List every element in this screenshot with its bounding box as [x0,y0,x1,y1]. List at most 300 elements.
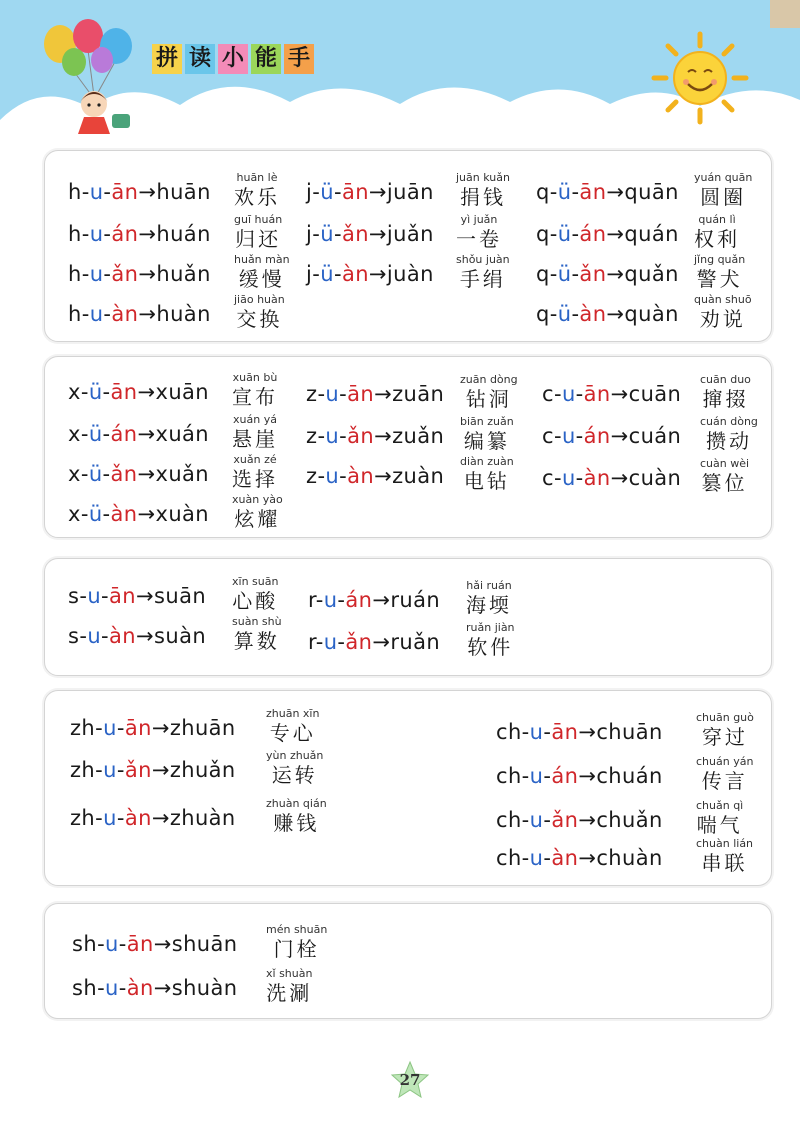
syllable-result: ruán [390,588,441,612]
syllable-medial: u [89,302,104,326]
word-pinyin: juān kuǎn [456,171,510,184]
sun-icon [650,30,750,126]
syllable-result: huǎn [156,262,211,286]
syllable-final: àn [341,262,369,286]
dash: - [315,588,324,612]
arrow-icon: → [138,180,157,204]
dash: - [116,716,125,740]
example-word [694,214,740,252]
syllable-result: suàn [154,624,207,648]
syllable-initial: ch [496,846,522,870]
syllable-initial: x [68,462,81,486]
syllable-spelling [306,382,444,406]
syllable-final: àn [579,302,607,326]
dash: - [118,932,127,956]
syllable-medial: ü [320,180,334,204]
dash: - [97,932,106,956]
syllable-result: chuán [596,764,663,788]
syllable-final: àn [347,464,375,488]
syllable-spelling [306,262,434,286]
corner-wood-texture [770,0,800,28]
word-pinyin: xīn suān [232,575,279,588]
dash: - [102,422,111,446]
word-hanzi: 缓慢 [238,267,285,291]
word-pinyin: xuān bù [232,371,278,384]
example-word [696,838,753,876]
syllable-final: ān [579,180,607,204]
arrow-icon: → [610,382,629,406]
syllable-initial: ch [496,808,522,832]
dash: - [571,222,580,246]
syllable-result: juǎn [386,222,434,246]
syllable-initial: h [68,180,82,204]
title-char: 小 [218,44,248,74]
word-hanzi: 洗涮 [266,981,313,1005]
syllable-initial: x [68,502,81,526]
dash: - [543,720,552,744]
title-char: 手 [284,44,314,74]
title-char: 拼 [152,44,182,74]
syllable-spelling [536,262,679,286]
word-hanzi: 宣布 [232,385,278,409]
arrow-icon: → [136,624,155,648]
word-pinyin: quán lì [698,213,736,226]
syllable-spelling [70,716,236,740]
balloon-girl-icon [36,18,146,136]
example-word [460,374,518,412]
word-pinyin: xuán yá [233,413,277,426]
syllable-spelling [70,758,236,782]
syllable-medial: u [103,758,117,782]
word-hanzi: 软件 [467,635,514,659]
word-pinyin: chuān guò [696,711,754,724]
dash: - [81,262,90,286]
syllable-result: xuān [155,380,210,404]
dash: - [317,424,326,448]
syllable-final: àn [583,466,611,490]
word-hanzi: 喘气 [696,813,743,837]
syllable-panel-3 [44,558,772,676]
syllable-initial: z [306,424,318,448]
syllable-medial: u [105,976,119,1000]
syllable-result: xuǎn [155,462,210,486]
syllable-initial: x [68,422,81,446]
dash: - [549,222,558,246]
word-pinyin: quàn shuō [694,293,752,306]
syllable-initial: s [68,584,80,608]
dash: - [337,588,346,612]
example-word [696,800,743,838]
word-hanzi: 归还 [235,227,282,251]
dash: - [337,630,346,654]
dash: - [549,262,558,286]
syllable-spelling [68,262,211,286]
word-hanzi: 欢乐 [234,185,280,209]
syllable-result: shuān [171,932,238,956]
syllable-initial: ch [496,720,522,744]
example-word [232,372,278,410]
dash: - [553,382,562,406]
dash: - [333,222,342,246]
dash: - [339,464,348,488]
syllable-result: huàn [156,302,211,326]
page-title [152,44,314,74]
syllable-result: quān [624,180,679,204]
syllable-initial: c [542,382,554,406]
dash: - [102,380,111,404]
syllable-spelling [536,222,679,246]
page-number: 27 [399,1071,421,1089]
syllable-final: ǎn [345,630,373,654]
dash: - [543,808,552,832]
syllable-final: án [111,222,139,246]
syllable-spelling [306,180,434,204]
word-pinyin: biān zuǎn [460,415,514,428]
dash: - [575,382,584,406]
word-pinyin: huǎn màn [234,253,290,266]
arrow-icon: → [136,584,155,608]
arrow-icon: → [578,808,597,832]
example-word [266,708,319,746]
syllable-spelling [68,180,211,204]
syllable-spelling [68,502,209,526]
word-hanzi: 攒动 [705,429,752,453]
example-word [234,172,280,210]
syllable-spelling [308,588,440,612]
dash: - [553,466,562,490]
example-word [456,254,510,292]
word-pinyin: cuán dòng [700,415,758,428]
syllable-final: àn [109,624,137,648]
word-hanzi: 海堧 [466,593,512,617]
syllable-final: ǎn [111,262,139,286]
syllable-spelling [306,222,434,246]
syllable-initial: z [306,464,318,488]
syllable-result: zhuǎn [169,758,236,782]
syllable-final: ān [347,382,375,406]
syllable-result: zuān [392,382,445,406]
syllable-medial: ü [557,262,572,286]
word-hanzi: 交换 [236,307,283,331]
dash: - [101,584,110,608]
word-hanzi: 选择 [232,467,278,491]
syllable-initial: c [542,424,554,448]
dash: - [118,976,127,1000]
syllable-initial: q [536,180,550,204]
word-hanzi: 捐钱 [459,185,506,209]
dash: - [549,180,558,204]
arrow-icon: → [138,222,157,246]
syllable-final: ǎn [551,808,579,832]
syllable-initial: c [542,466,554,490]
syllable-final: ǎn [347,424,375,448]
syllable-medial: u [325,424,340,448]
syllable-initial: sh [72,932,98,956]
dash: - [312,262,321,286]
syllable-spelling [68,462,209,486]
word-pinyin: chuàn lián [696,837,754,850]
syllable-spelling [542,466,681,490]
dash: - [101,624,110,648]
dash: - [103,262,112,286]
word-pinyin: jǐng quǎn [694,253,746,266]
word-hanzi: 专心 [269,721,316,745]
example-word [456,172,510,210]
word-pinyin: yì juǎn [460,213,498,226]
dash: - [315,630,324,654]
dash: - [102,462,111,486]
syllable-initial: q [536,262,550,286]
example-word [694,294,752,332]
word-pinyin: chuǎn qì [696,799,744,812]
syllable-medial: ü [557,302,572,326]
syllable-spelling [308,630,440,654]
dash: - [543,846,552,870]
syllable-initial: sh [72,976,98,1000]
dash: - [81,302,90,326]
syllable-result: cuàn [628,466,682,490]
word-hanzi: 炫耀 [234,507,281,531]
example-word [234,294,285,332]
syllable-final: ān [111,180,139,204]
dash: - [103,302,112,326]
syllable-medial: ü [557,222,572,246]
syllable-final: ǎn [124,758,152,782]
word-pinyin: diàn zuàn [460,455,514,468]
dash: - [81,180,90,204]
syllable-final: ān [551,720,579,744]
syllable-initial: h [68,262,82,286]
syllable-spelling [68,624,206,648]
word-hanzi: 权利 [694,227,740,251]
syllable-result: cuán [628,424,682,448]
syllable-final: ān [109,584,137,608]
dash: - [521,846,530,870]
word-hanzi: 算数 [233,629,280,653]
dash: - [317,464,326,488]
dash: - [339,382,348,406]
word-pinyin: chuán yán [696,755,754,768]
word-pinyin: cuàn wèi [700,457,750,470]
example-word [700,458,749,496]
example-word [266,968,312,1006]
dash: - [571,302,580,326]
word-hanzi: 悬崖 [232,427,278,451]
syllable-medial: u [105,932,119,956]
syllable-medial: u [561,382,576,406]
syllable-initial: r [308,588,316,612]
syllable-initial: z [306,382,318,406]
syllable-panel-5 [44,903,772,1019]
word-hanzi: 运转 [271,763,318,787]
syllable-final: ān [126,932,154,956]
syllable-final: ān [341,180,369,204]
syllable-medial: ü [88,380,103,404]
dash: - [79,624,88,648]
syllable-initial: q [536,302,550,326]
arrow-icon: → [138,262,157,286]
arrow-icon: → [374,382,393,406]
syllable-final: àn [124,806,152,830]
arrow-icon: → [610,424,629,448]
example-word [696,712,754,750]
syllable-initial: h [68,222,82,246]
word-pinyin: shǒu juàn [456,253,510,266]
syllable-spelling [542,382,681,406]
syllable-medial: ü [88,502,103,526]
example-word [700,374,751,412]
syllable-spelling [68,584,206,608]
syllable-result: huán [156,222,211,246]
dash: - [103,180,112,204]
word-hanzi: 传言 [701,769,748,793]
dash: - [312,222,321,246]
syllable-initial: j [306,262,313,286]
syllable-spelling [306,424,444,448]
arrow-icon: → [372,588,391,612]
syllable-medial: ü [320,222,334,246]
word-hanzi: 劝说 [699,307,746,331]
arrow-icon: → [374,464,393,488]
syllable-medial: u [529,720,544,744]
syllable-initial: h [68,302,82,326]
word-hanzi: 赚钱 [273,811,320,835]
arrow-icon: → [137,380,156,404]
syllable-result: zuǎn [392,424,445,448]
syllable-final: án [345,588,373,612]
word-hanzi: 一卷 [456,227,502,251]
syllable-spelling [68,380,209,404]
dash: - [95,758,104,782]
syllable-spelling [68,222,211,246]
dash: - [79,584,88,608]
word-hanzi: 警犬 [696,267,743,291]
syllable-result: xuán [155,422,210,446]
arrow-icon: → [578,764,597,788]
word-hanzi: 撺掇 [702,387,749,411]
word-pinyin: yùn zhuǎn [266,749,324,762]
syllable-medial: u [561,466,576,490]
example-word [234,254,290,292]
syllable-spelling [496,764,663,788]
syllable-initial: ch [496,764,522,788]
arrow-icon: → [606,262,625,286]
syllable-initial: r [308,630,316,654]
syllable-spelling [496,808,663,832]
syllable-result: chuān [596,720,663,744]
arrow-icon: → [153,932,172,956]
dash: - [521,720,530,744]
syllable-final: ān [110,380,138,404]
arrow-icon: → [368,180,387,204]
syllable-spelling [542,424,681,448]
syllable-result: quán [624,222,679,246]
arrow-icon: → [368,262,387,286]
syllable-medial: u [325,464,340,488]
syllable-result: suān [154,584,207,608]
example-word [266,924,327,962]
syllable-result: chuǎn [596,808,663,832]
dash: - [81,222,90,246]
syllable-spelling [70,806,236,830]
syllable-initial: q [536,222,550,246]
syllable-initial: zh [70,716,96,740]
dash: - [116,758,125,782]
arrow-icon: → [610,466,629,490]
syllable-medial: u [529,808,544,832]
dash: - [333,180,342,204]
syllable-initial: j [306,222,313,246]
syllable-medial: u [89,262,104,286]
word-pinyin: ruǎn jiàn [466,621,515,634]
syllable-result: cuān [628,382,682,406]
syllable-result: zuàn [392,464,445,488]
example-word [466,622,515,660]
dash: - [97,976,106,1000]
syllable-final: ān [124,716,152,740]
word-hanzi: 心酸 [232,589,279,613]
arrow-icon: → [137,502,156,526]
syllable-spelling [68,302,211,326]
dash: - [312,180,321,204]
syllable-final: àn [110,502,138,526]
example-word [694,172,752,210]
example-word [232,616,282,654]
dash: - [521,764,530,788]
syllable-final: àn [111,302,139,326]
syllable-spelling [306,464,444,488]
syllable-result: ruǎn [390,630,441,654]
syllable-final: ān [583,382,611,406]
arrow-icon: → [606,180,625,204]
syllable-final: àn [126,976,154,1000]
arrow-icon: → [138,302,157,326]
arrow-icon: → [606,222,625,246]
dash: - [317,382,326,406]
word-hanzi: 门栓 [273,937,320,961]
syllable-initial: zh [70,806,96,830]
word-pinyin: xǐ shuàn [266,967,313,980]
syllable-final: ǎn [579,262,607,286]
example-word [460,416,514,454]
word-pinyin: zhuàn qián [266,797,327,810]
arrow-icon: → [368,222,387,246]
example-word [234,214,282,252]
word-pinyin: yuán quān [694,171,753,184]
syllable-final: án [551,764,579,788]
syllable-final: án [110,422,138,446]
word-hanzi: 电钻 [463,469,510,493]
syllable-spelling [68,422,209,446]
arrow-icon: → [151,758,170,782]
syllable-final: ǎn [341,222,369,246]
dash: - [553,424,562,448]
syllable-medial: u [103,806,117,830]
syllable-initial: x [68,380,81,404]
dash: - [116,806,125,830]
syllable-result: chuàn [596,846,663,870]
word-hanzi: 编纂 [463,429,510,453]
word-pinyin: xuǎn zé [233,453,277,466]
example-word [266,798,327,836]
syllable-medial: u [325,382,340,406]
arrow-icon: → [578,846,597,870]
syllable-result: zhuān [169,716,236,740]
syllable-medial: u [89,222,104,246]
example-word [700,416,758,454]
example-word [232,414,278,452]
syllable-spelling [536,180,679,204]
